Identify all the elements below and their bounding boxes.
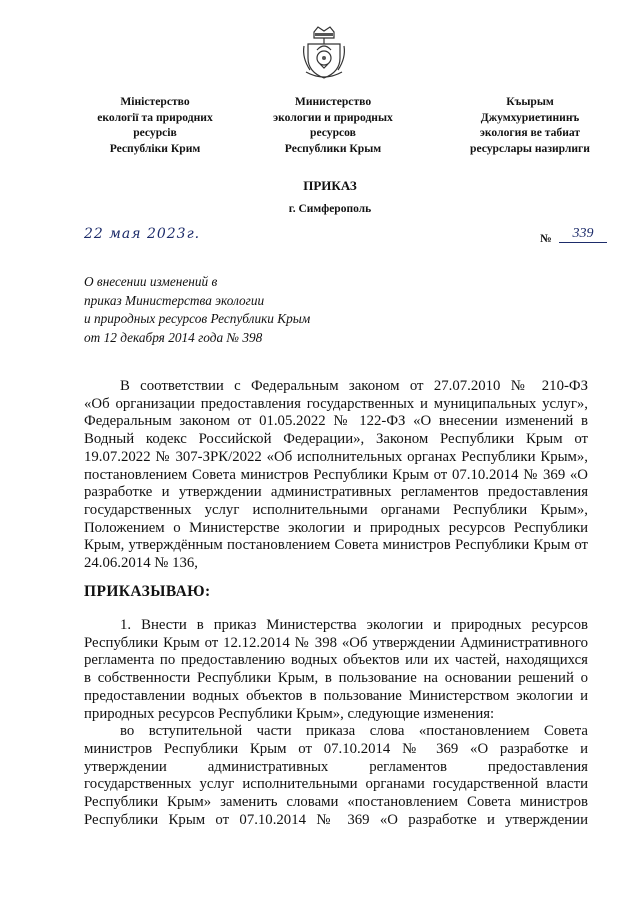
order-subject: О внесении изменений в приказ Министерства экологии и природных ресурсов Республики Крым от 12 декабря 2014 года № 398 (84, 274, 311, 345)
order-directive-word: ПРИКАЗЫВАЮ: (84, 583, 211, 600)
header-ukrainian: Міністерство екології та природних ресурсів Республіки Крим (97, 95, 213, 155)
number-label: № (540, 233, 552, 245)
order-item-1: 1. Внести в приказ Министерства экологии и природных ресурсов Республики Крым от 12.12.2014 № 398 «Об утверждении Административного регламента по предоставлению водных объектов или их частей, находящихся в собственности Республики Крым, в пользование на основании решений о предоставлении водных объектов в пользование Министерством экологии и природных ресурсов Республики Крым», следующие изменения: во вступительной части приказа слова «постановлением Совета министров Республики Крым от 07.10.2014 № 369 «О разработке и утверждении административных регламентов предоставления государственных услуг исполнительными органами государственной власти Республики Крым» заменить словами «постановлением Совета министров Республики Крым от 07.10.2014 № 369 «О разработке и утверждении (84, 617, 588, 828)
header-crimean-tatar: Къырым Джумхуриетининъ экология ве табиат ресурслары назирлиги (470, 95, 590, 155)
preamble-paragraph: В соответствии с Федеральным законом от 27.07.2010 № 210-ФЗ «Об организации предоставления государственных и муниципальных услуг», Федеральным законом от 01.05.2022 № 122-ФЗ «О внесении изменений в Водный кодекс Российской Федерации», Законом Республики Крым от 19.07.2022 № 307-ЗРК/2022 «Об исполнительных органах Республики Крым», постановлением Совета министров Республики Крым от 07.10.2014 № 369 «О разработке и утверждении административных регламентов предоставления государственных услуг исполнительными органами Республики Крым», Положением о Министерстве экологии и природных ресурсов Республики Крым, утверждённым постановлением Совета министров Республики Крым от 24.06.2014 № 136, (84, 378, 588, 572)
handwritten-date: 22 мая 2023г. (84, 226, 201, 242)
city-line: г. Симферополь (288, 203, 372, 215)
document-type-title: ПРИКАЗ (303, 178, 357, 193)
header-russian: Министерство экологии и природных ресурсов Республики Крым (273, 95, 393, 155)
handwritten-number: 339 (559, 226, 607, 243)
crimea-coat-of-arms-emblem (300, 24, 348, 82)
